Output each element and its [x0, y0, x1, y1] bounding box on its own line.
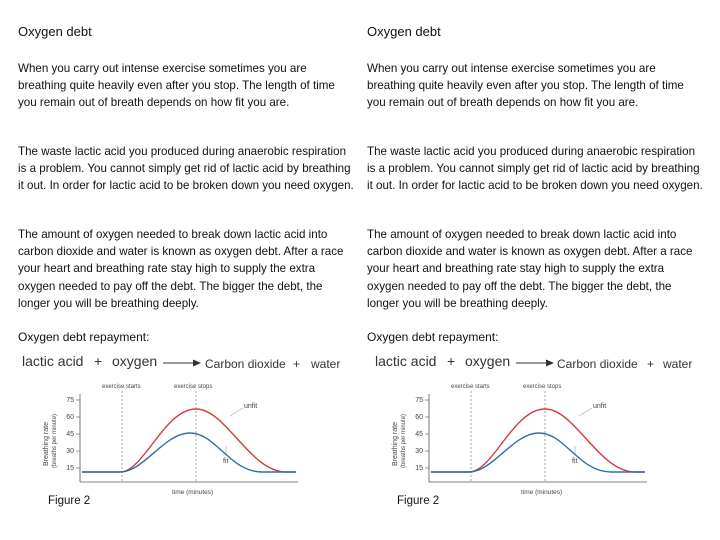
exercise-starts-label: exercise starts	[102, 384, 141, 390]
oxygen-debt-paragraph: The amount of oxygen needed to break down lactic acid into carbon dioxide and water is known as oxygen debt. After a race your heart and breathing rate stay high to supply the extra oxygen needed to pay off the debt. The bigger the debt, the longer you will be breathing deeply.	[18, 228, 344, 310]
fit-curve	[431, 433, 645, 472]
oxygen-debt-paragraph: The amount of oxygen needed to break down lactic acid into carbon dioxide and water is known as oxygen debt. After a race your heart and breathing rate stay high to supply the extra oxygen needed to pay off the debt. The bigger the debt, the longer you will be breathing deeply.	[367, 228, 693, 310]
unfit-pointer	[579, 408, 592, 416]
fit-curve	[82, 433, 296, 472]
page-title: Oxygen debt	[367, 24, 441, 39]
x-axis-label: time (minutes)	[521, 489, 563, 496]
exercise-starts-label: exercise starts	[451, 384, 490, 390]
eq-carbon-dioxide: Carbon dioxide	[205, 357, 286, 371]
figure-caption: Figure 2	[397, 495, 440, 507]
y-tick-label: 15	[415, 465, 423, 472]
eq-lactic-acid: lactic acid	[22, 353, 84, 369]
unfit-curve	[82, 409, 296, 472]
eq-oxygen: oxygen	[465, 353, 511, 369]
y-tick-label: 60	[66, 414, 74, 421]
x-axis-label: time (minutes)	[172, 489, 214, 496]
y-axis-sublabel: (breaths per minute)	[52, 413, 58, 468]
repayment-heading: Oxygen debt repayment:	[367, 330, 499, 344]
left-column	[18, 0, 354, 540]
eq-water: water	[663, 357, 693, 371]
eq-plus-1: +	[447, 353, 456, 369]
y-tick-label: 30	[415, 448, 423, 455]
right-column	[367, 0, 703, 540]
eq-plus-2: +	[293, 357, 301, 371]
y-axis-label: Breathing rate	[392, 422, 399, 466]
figure-caption: Figure 2	[48, 495, 91, 507]
eq-water: water	[311, 357, 341, 371]
eq-plus-2: +	[647, 357, 655, 371]
oxygen-debt-figure	[18, 348, 354, 518]
eq-arrow-head	[193, 360, 201, 367]
unfit-label: unfit	[244, 403, 258, 410]
y-tick-label: 75	[66, 397, 74, 404]
fit-label: fit	[572, 458, 578, 465]
unfit-pointer	[230, 408, 243, 416]
intro-paragraph: When you carry out intense exercise sometimes you are breathing quite heavily even after you stop. The length of time you remain out of breath depends on how fit you are.	[18, 62, 335, 110]
y-axis-sublabel: (breaths per minute)	[401, 413, 407, 468]
repayment-heading: Oxygen debt repayment:	[18, 330, 150, 344]
y-tick-label: 45	[415, 431, 423, 438]
eq-carbon-dioxide: Carbon dioxide	[557, 357, 638, 371]
y-tick-label: 30	[66, 448, 74, 455]
y-tick-label: 60	[415, 414, 423, 421]
y-tick-label: 75	[415, 397, 423, 404]
intro-paragraph: When you carry out intense exercise sometimes you are breathing quite heavily even after you stop. The length of time you remain out of breath depends on how fit you are.	[367, 62, 684, 110]
eq-lactic-acid: lactic acid	[375, 353, 437, 369]
y-tick-label: 15	[66, 465, 74, 472]
page-title: Oxygen debt	[18, 24, 92, 39]
eq-arrow-head	[546, 360, 554, 367]
oxygen-debt-figure	[367, 348, 703, 518]
lactic-acid-paragraph: The waste lactic acid you produced during anaerobic respiration is a problem. You cannot simply get rid of lactic acid by breathing it out. In order for lactic acid to be broken down you need oxygen.	[367, 145, 703, 193]
unfit-curve	[431, 409, 645, 472]
exercise-stops-label: exercise stops	[174, 384, 213, 390]
unfit-label: unfit	[593, 403, 607, 410]
eq-oxygen: oxygen	[112, 353, 158, 369]
eq-plus-1: +	[94, 353, 103, 369]
lactic-acid-paragraph: The waste lactic acid you produced during anaerobic respiration is a problem. You cannot simply get rid of lactic acid by breathing it out. In order for lactic acid to be broken down you need oxygen.	[18, 145, 354, 193]
fit-label: fit	[223, 458, 229, 465]
y-tick-label: 45	[66, 431, 74, 438]
exercise-stops-label: exercise stops	[523, 384, 562, 390]
y-axis-label: Breathing rate	[43, 422, 50, 466]
